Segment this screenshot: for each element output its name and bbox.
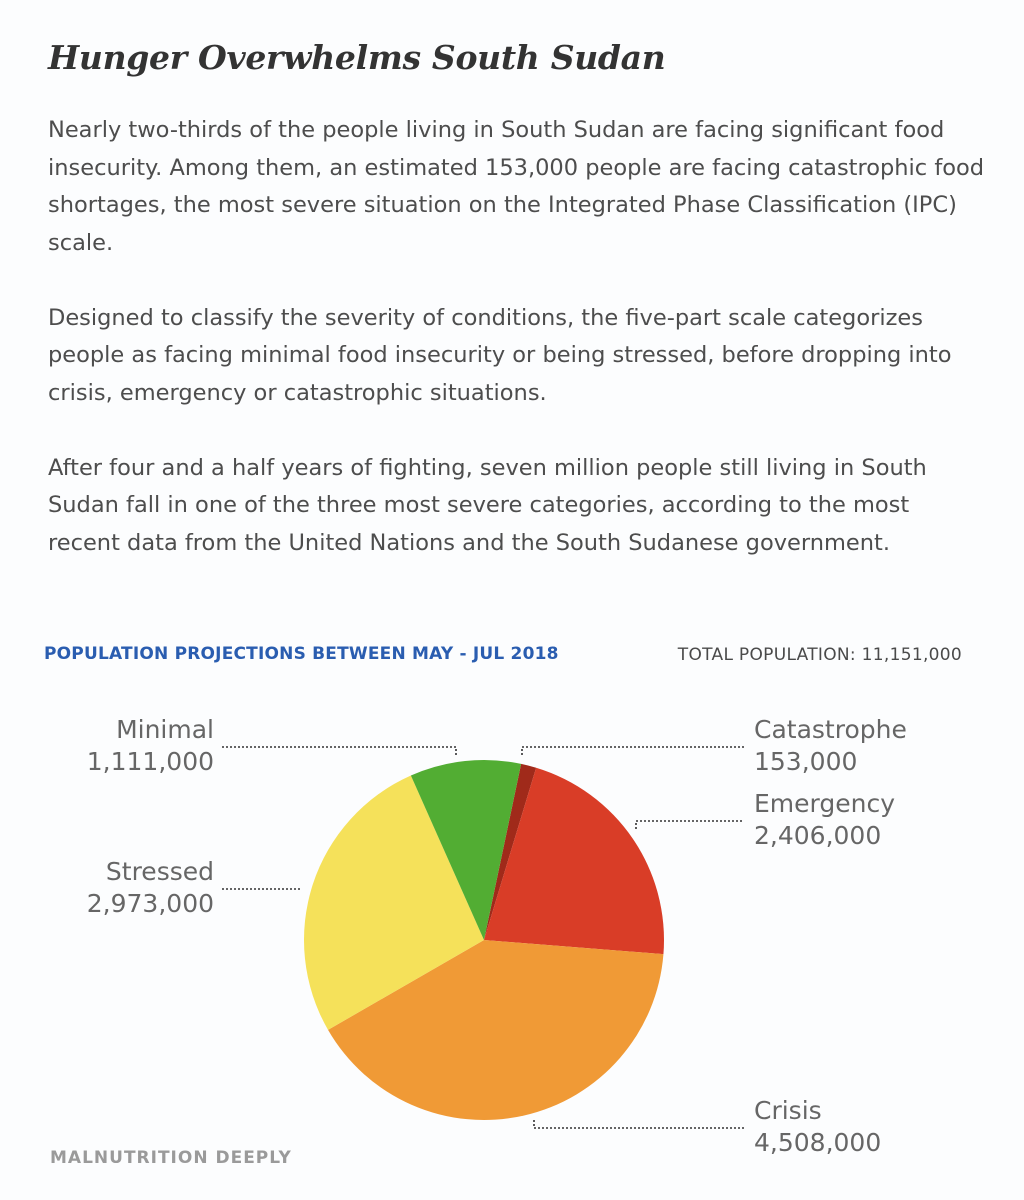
slice-value-emergency: 2,406,000 xyxy=(754,821,882,850)
slice-name-stressed: Stressed xyxy=(105,857,214,886)
slice-name-catastrophe: Catastrophe xyxy=(754,715,907,744)
slice-label-group-emergency xyxy=(636,789,895,850)
total-population-label: TOTAL POPULATION: 11,151,000 xyxy=(677,645,962,665)
credit-label: MALNUTRITION DEEPLY xyxy=(50,1148,292,1168)
slice-label-group-minimal xyxy=(87,715,456,776)
intro-paragraph-1: Nearly two-thirds of the people living in South Sudan are facing significant food insecurity. Among them, an estimated 153,000 people are facing catastrophic food shortages, the most severe situation on the Integrated Phase Classification (IPC) scale. xyxy=(48,117,985,256)
slice-name-emergency: Emergency xyxy=(754,789,896,818)
chart-title-heading: Hunger Overwhelms South Sudan xyxy=(48,38,666,77)
slice-label-group-stressed xyxy=(87,857,302,918)
slice-label-group-crisis xyxy=(534,1096,881,1157)
slice-value-crisis: 4,508,000 xyxy=(754,1128,882,1157)
leader-line-minimal xyxy=(222,747,456,755)
slice-name-crisis: Crisis xyxy=(754,1096,822,1125)
intro-paragraph-3: After four and a half years of fighting, seven million people still living in South Sudan fall in one of the three most severe categories, according to the most recent data from the United Nations and the South Sudanese government. xyxy=(48,454,927,556)
slice-label-group-catastrophe xyxy=(522,715,907,776)
slice-value-stressed: 2,973,000 xyxy=(86,889,214,918)
slice-name-minimal: Minimal xyxy=(116,715,214,744)
leader-line-catastrophe xyxy=(522,747,744,755)
slice-value-catastrophe: 153,000 xyxy=(754,747,858,776)
leader-line-crisis xyxy=(534,1120,744,1128)
chart-subtitle: POPULATION PROJECTIONS BETWEEN MAY - JUL 2018 xyxy=(44,644,559,664)
intro-paragraph-2: Designed to classify the severity of conditions, the five-part scale categorizes people as facing minimal food insecurity or being stressed, before dropping into crisis, emergency or catastrophic situations. xyxy=(48,304,952,406)
leader-line-emergency xyxy=(636,821,744,829)
slice-value-minimal: 1,111,000 xyxy=(86,747,214,776)
